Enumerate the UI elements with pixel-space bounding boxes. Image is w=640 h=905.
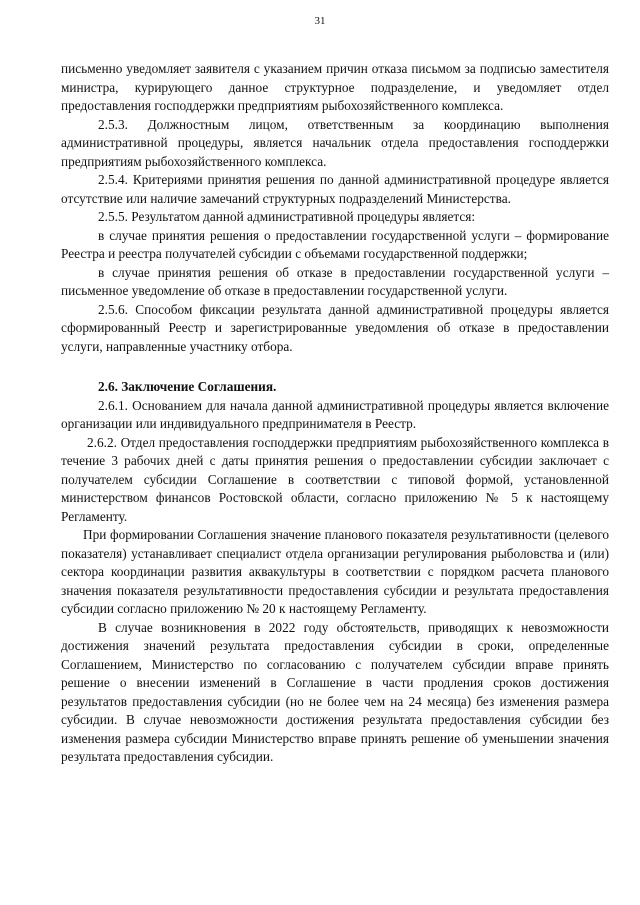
paragraph-agreement-indicator: При формировании Соглашения значение планового показателя результативности (целевого показателя) устанавливает специалист отдела организации регулирования рыболовства и (или) сектора координации развития аквакультуры в соответствии с порядком расчета планового значения показателя результативности предоставления субсидии и результата предоставления субсидии согласно приложению № 20 к настоящему Регламенту. [61,527,609,616]
document-body [61,60,609,767]
paragraph-2-5-5: 2.5.5. Результатом данной административной процедуры является: [98,209,476,224]
paragraph-2-5-6: 2.5.6. Способом фиксации результата данной административной процедуры является сформированный Реестр и зарегистрированные уведомления об отказе в предоставлении услуги, направленные участнику отбора. [61,301,609,354]
paragraph-2-5-3: 2.5.3. Должностным лицом, ответственным за координацию выполнения административной процедуры, является начальник отдела предоставления господдержки предприятиям рыбохозяйственного комплекса. [61,116,609,169]
paragraph-2-5-4: 2.5.4. Критериями принятия решения по данной административной процедуре является отсутствие или наличие замечаний структурных подразделений Министерства. [61,172,609,206]
paragraph-result-approval: в случае принятия решения о предоставлении государственной услуги – формирование Реестра и реестра получателей субсидии с объемами государственной поддержки; [61,227,609,261]
section-heading-2-6: 2.6. Заключение Соглашения. [98,379,277,394]
paragraph-refusal-notice: письменно уведомляет заявителя с указанием причин отказа письмом за подписью заместителя министра, курирующего данное структурное подразделение, и уведомляет отдел предоставления господдержки предприятиям рыбохозяйственного комплекса. [61,61,609,113]
paragraph-2-6-1: 2.6.1. Основанием для начала данной административной процедуры является включение организации или индивидуального предпринимателя в Реестр. [61,397,609,431]
paragraph-result-refusal: в случае принятия решения об отказе в предоставлении государственной услуги – письменное уведомление об отказе в предоставлении государственной услуги. [61,264,609,298]
paragraph-2-6-2: 2.6.2. Отдел предоставления господдержки предприятиям рыбохозяйственного комплекса в течение 3 рабочих дней с даты принятия решения о предоставлении субсидии заключает с получателем субсидии Соглашение в соответствии с типовой формой, установленной министерством финансов Ростовской области, согласно приложению № 5 к настоящему Регламенту. [61,434,609,524]
paragraph-2022-circumstances: В случае возникновения в 2022 году обстоятельств, приводящих к невозможности достижения значений результата предоставления субсидии в сроки, определенные Соглашением, Министерство по согласованию с получателем субсидии вправе принять решение о внесении изменений в Соглашение в части продления сроков достижения результатов предоставления субсидии (но не более чем на 24 месяца) без изменения размера субсидии. В случае невозможности достижения результата предоставления субсидии без изменения размера субсидии Министерство вправе принять решение об уменьшении значения результата предоставления субсидии. [61,619,609,764]
page-number: 31 [314,15,326,27]
